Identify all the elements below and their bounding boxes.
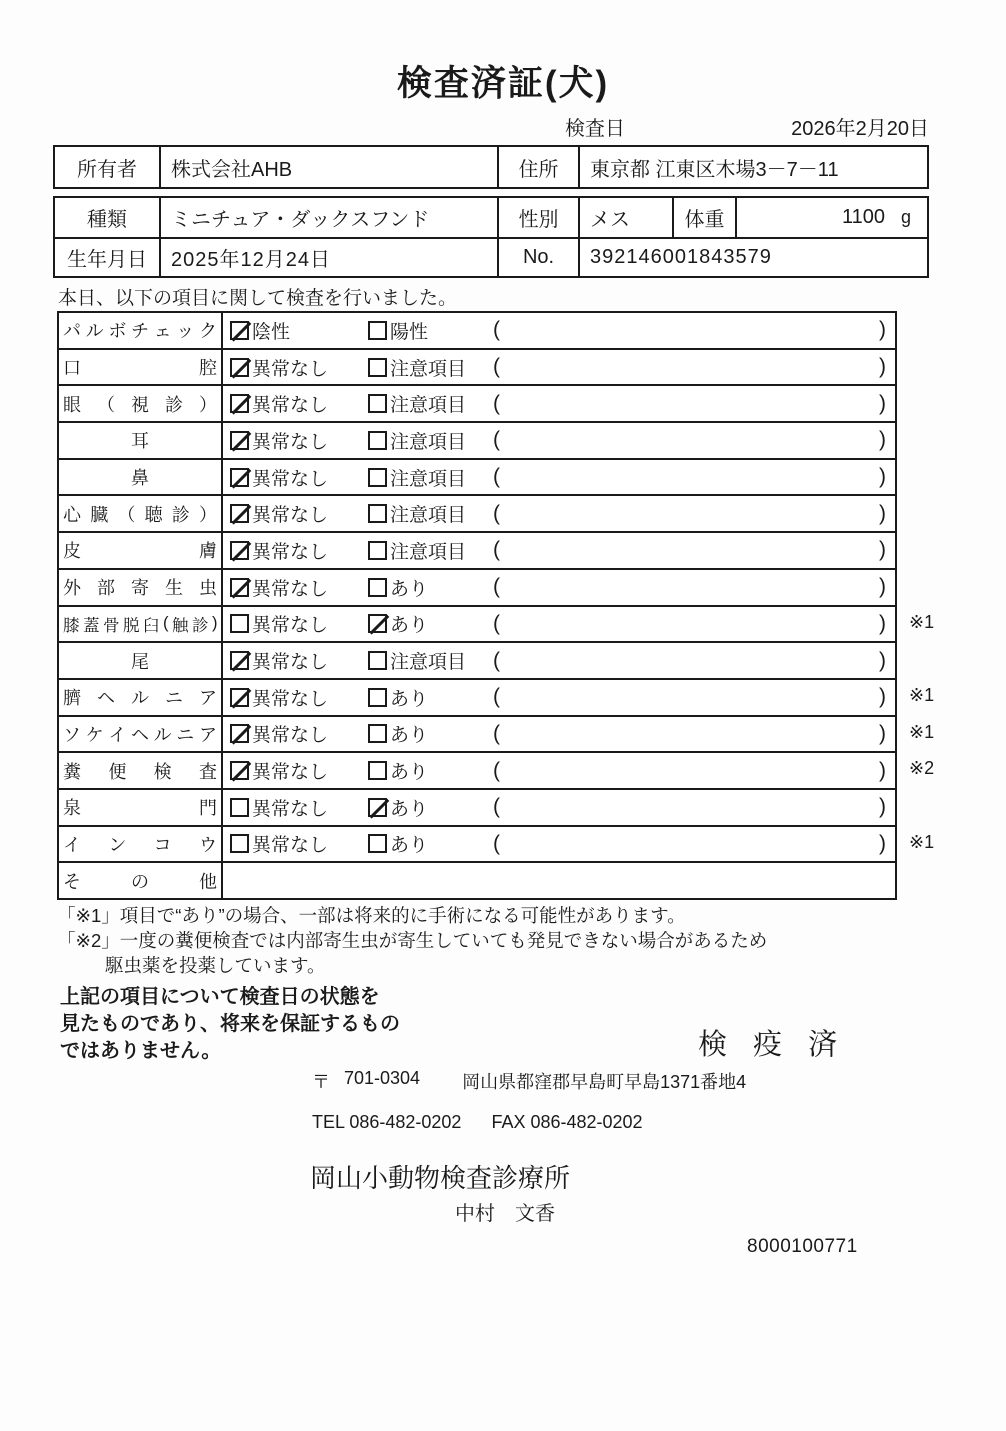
serial-number: 8000100771	[747, 1236, 858, 1257]
weight-value-cell	[735, 198, 927, 237]
checklist-option-label: あり	[390, 578, 429, 600]
checklist-option-label: 異常なし	[252, 468, 329, 490]
checkbox-checked-icon	[230, 394, 249, 413]
checklist-option	[368, 500, 493, 527]
checklist-row	[59, 861, 895, 898]
checklist-row	[59, 715, 935, 752]
remarks-paren-open: (	[493, 355, 500, 379]
checklist-item-label: 外 部 寄 生 虫	[59, 570, 223, 605]
remarks-paren-open: (	[493, 391, 500, 415]
checklist-item-label: 臍 ヘ ル ニ ア	[59, 680, 223, 715]
checkbox-unchecked-icon	[368, 504, 387, 523]
remarks-paren-open: (	[493, 318, 500, 342]
checklist-option-label: あり	[390, 835, 429, 857]
inspection-date-row	[57, 112, 929, 140]
checklist-option-label: 異常なし	[252, 652, 329, 674]
checklist-row-content	[223, 790, 895, 825]
footnote-marker: ※1	[909, 684, 935, 705]
checklist-option	[368, 574, 493, 601]
checkbox-checked-icon	[230, 468, 249, 487]
checklist-option	[230, 684, 368, 711]
disclaimer	[60, 984, 400, 1065]
checklist-row-content	[223, 423, 895, 458]
checkbox-checked-icon	[230, 358, 249, 377]
checklist-option-label: 異常なし	[252, 835, 329, 857]
checklist-item-label: 心 臓 （ 聴 診 ）	[59, 496, 223, 531]
checklist-option	[230, 464, 368, 491]
footnote-marker: ※1	[909, 721, 935, 742]
remarks-paren-open: (	[493, 465, 500, 489]
footnotes	[57, 903, 767, 978]
checklist-option-label: 異常なし	[252, 358, 329, 380]
checkbox-checked-icon	[230, 431, 249, 450]
checklist-item-label: イ ン コ ウ	[59, 827, 223, 862]
checklist-row-content	[223, 717, 895, 752]
checklist-option	[230, 720, 368, 747]
checklist-row-content	[223, 460, 895, 495]
checkbox-checked-icon	[230, 651, 249, 670]
owner-label: 所有者	[77, 158, 137, 181]
checkbox-unchecked-icon	[368, 541, 387, 560]
checklist-item-label: 鼻	[59, 460, 223, 495]
checkbox-checked-icon	[230, 578, 249, 597]
checkbox-unchecked-icon	[368, 724, 387, 743]
checklist-option	[230, 354, 368, 381]
checklist-option	[368, 464, 493, 491]
remarks-paren-close: )	[879, 465, 886, 489]
weight-value: 1100	[841, 206, 885, 228]
remarks-paren-open: (	[493, 538, 500, 562]
remarks-paren-close: )	[879, 611, 886, 635]
checklist-option-label: あり	[390, 615, 429, 637]
page-title: 検査済証(犬)	[396, 64, 610, 103]
checklist-option-label: 陰性	[252, 321, 291, 343]
footnote-marker: ※1	[909, 611, 935, 632]
postal-code: 701-0304	[344, 1068, 421, 1088]
animal-info-table	[53, 196, 929, 278]
checklist-item-label: パ ル ボ チ ェ ッ ク	[59, 313, 223, 348]
checklist-row-content	[223, 386, 895, 421]
checklist-option-label: 異常なし	[252, 541, 329, 563]
remarks-paren-open: (	[493, 795, 500, 819]
checkbox-unchecked-icon	[368, 468, 387, 487]
checklist-row-content	[223, 570, 895, 605]
clinic-tel: TEL 086-482-0202	[312, 1112, 462, 1132]
checklist-option-label: 異常なし	[252, 688, 329, 710]
checklist-row	[59, 458, 895, 495]
checklist-row-content	[223, 350, 895, 385]
checkbox-checked-icon	[230, 761, 249, 780]
remarks-paren-close: )	[879, 648, 886, 672]
remarks-paren-close: )	[879, 428, 886, 452]
checklist-option	[230, 647, 368, 674]
breed-value: ミニチュア・ダックスフンド	[159, 198, 497, 237]
checkbox-checked-icon	[368, 614, 387, 633]
remarks-paren-close: )	[879, 391, 886, 415]
checkbox-checked-icon	[230, 541, 249, 560]
remarks-paren-open: (	[493, 501, 500, 525]
checklist-row	[59, 384, 895, 421]
birthdate-label: 生年月日	[67, 249, 147, 271]
checklist-option-label: 注意項目	[390, 652, 467, 674]
remarks-paren-open: (	[493, 648, 500, 672]
remarks-paren-close: )	[879, 685, 886, 709]
checklist-row	[59, 788, 895, 825]
remarks-paren-close: )	[879, 538, 886, 562]
checklist-option-label: 注意項目	[390, 541, 467, 563]
checkbox-checked-icon	[368, 798, 387, 817]
checklist-row-content	[223, 496, 895, 531]
checklist-item-label: 泉 門	[59, 790, 223, 825]
checklist-option	[368, 684, 493, 711]
checklist-option	[368, 427, 493, 454]
checklist-row	[59, 494, 895, 531]
checklist-option-label: 異常なし	[252, 762, 329, 784]
remarks-paren-close: )	[879, 795, 886, 819]
address-value: 東京都 江東区木場3－7－11	[578, 147, 927, 187]
checkbox-checked-icon	[230, 724, 249, 743]
checkbox-unchecked-icon	[230, 798, 249, 817]
checklist-row	[59, 421, 895, 458]
checklist-option	[230, 610, 368, 637]
checklist-option	[368, 647, 493, 674]
checklist-option	[368, 830, 493, 857]
disclaimer-line-3: ではありません。	[60, 1040, 222, 1062]
inspection-date-value: 2026年2月20日	[791, 118, 929, 140]
no-value: 392146001843579	[578, 239, 927, 276]
remarks-paren-close: )	[879, 318, 886, 342]
disclaimer-line-1: 上記の項目について検査日の状態を	[60, 986, 380, 1008]
remarks-paren-open: (	[493, 758, 500, 782]
remarks-paren-close: )	[879, 501, 886, 525]
remarks-paren-open: (	[493, 685, 500, 709]
checklist-item-label: ソ ケ イ ヘ ル ニ ア	[59, 717, 223, 752]
checkbox-unchecked-icon	[368, 834, 387, 853]
checklist-row-content	[223, 753, 895, 788]
checklist-option-label: 異常なし	[252, 505, 329, 527]
remarks-paren-close: )	[879, 831, 886, 855]
checkbox-unchecked-icon	[230, 834, 249, 853]
no-label: No.	[497, 239, 578, 276]
checklist-row	[59, 751, 935, 788]
checklist-row-content	[223, 680, 895, 715]
checklist-row-content	[223, 607, 895, 642]
checkbox-unchecked-icon	[368, 688, 387, 707]
examiner-name: 中村 文香	[455, 1203, 555, 1225]
checkbox-unchecked-icon	[368, 431, 387, 450]
checkbox-unchecked-icon	[368, 578, 387, 597]
checklist-option-label: 異常なし	[252, 615, 329, 637]
checklist-row	[59, 825, 935, 862]
checklist-option-label: 異常なし	[252, 578, 329, 600]
footnote-marker: ※1	[909, 831, 935, 852]
remarks-paren-close: )	[879, 721, 886, 745]
quarantine-stamp: 検 疫 済	[698, 1029, 847, 1061]
checklist-option	[230, 390, 368, 417]
remarks-paren-open: (	[493, 575, 500, 599]
checklist-row	[59, 641, 895, 678]
breed-label: 種類	[87, 209, 127, 231]
checklist-item-label: 口 腔	[59, 350, 223, 385]
checklist-table	[57, 311, 935, 900]
checklist-option-label: 異常なし	[252, 395, 329, 417]
checklist-option	[368, 610, 493, 637]
checklist-option-label: 注意項目	[390, 431, 467, 453]
clinic-address: 岡山県都窪郡早島町早島1371番地4	[462, 1072, 747, 1092]
checklist-option-label: あり	[390, 762, 429, 784]
clinic-telfax-line	[312, 1112, 643, 1133]
remarks-paren-close: )	[879, 758, 886, 782]
checklist-item-label: 眼 （ 視 診 ）	[59, 386, 223, 421]
checklist-row-content	[223, 863, 895, 898]
checklist-row	[59, 348, 895, 385]
checklist-option-label: 注意項目	[390, 468, 467, 490]
checklist-option	[230, 500, 368, 527]
checklist-row	[59, 313, 895, 348]
checklist-option	[230, 830, 368, 857]
checklist-option-label: あり	[390, 798, 429, 820]
checklist-option	[368, 317, 493, 344]
checklist-option	[368, 390, 493, 417]
checklist-option-label: あり	[390, 688, 429, 710]
sex-value: メス	[578, 198, 672, 237]
checklist-option-label: 陽性	[390, 321, 429, 343]
checkbox-checked-icon	[230, 688, 249, 707]
clinic-fax: FAX 086-482-0202	[491, 1112, 643, 1132]
checklist-item-label: そ の 他	[59, 863, 223, 898]
checklist-option	[230, 537, 368, 564]
checkbox-unchecked-icon	[368, 394, 387, 413]
checklist-row-content	[223, 827, 895, 862]
checklist-option-label: 注意項目	[390, 395, 467, 417]
owner-value: 株式会社AHB	[159, 147, 497, 187]
owner-table	[53, 145, 929, 189]
checklist-option	[368, 794, 493, 821]
checklist-item-label: 糞 便 検 査	[59, 753, 223, 788]
checkbox-unchecked-icon	[230, 614, 249, 633]
checklist-item-label: 膝 蓋 骨 脱 臼 ( 触 診 )	[59, 607, 223, 642]
checklist-option	[368, 720, 493, 747]
clinic-postal-line	[312, 1068, 746, 1094]
weight-label: 体重	[672, 198, 735, 237]
checkbox-checked-icon	[230, 504, 249, 523]
checklist-row	[59, 531, 895, 568]
checklist-option	[230, 427, 368, 454]
sex-label: 性別	[497, 198, 578, 237]
checklist-option	[368, 757, 493, 784]
checklist-option	[230, 757, 368, 784]
footnote-marker: ※2	[909, 758, 935, 779]
checklist-row-content	[223, 643, 895, 678]
clinic-name: 岡山小動物検査診療所	[310, 1163, 571, 1193]
checklist-option	[230, 794, 368, 821]
remarks-paren-open: (	[493, 721, 500, 745]
checklist-row	[59, 568, 895, 605]
checkbox-unchecked-icon	[368, 651, 387, 670]
footnote-1: 「※1」項目で“あり”の場合、一部は将来的に手術になる可能性があります。	[57, 905, 686, 926]
checklist-item-label: 耳	[59, 423, 223, 458]
checklist-option	[230, 317, 368, 344]
weight-unit: g	[900, 207, 911, 227]
birthdate-value: 2025年12月24日	[159, 239, 497, 276]
inspection-date-label: 検査日	[565, 118, 625, 140]
checklist-option-label: あり	[390, 725, 429, 747]
checklist-option	[368, 537, 493, 564]
checkbox-checked-icon	[230, 321, 249, 340]
checklist-option	[230, 574, 368, 601]
postal-mark-icon: 〒	[312, 1072, 330, 1092]
checklist-row	[59, 605, 935, 642]
remarks-paren-open: (	[493, 611, 500, 635]
checkbox-unchecked-icon	[368, 761, 387, 780]
footnote-2-continued: 駆虫薬を投薬しています。	[105, 955, 326, 976]
checklist-row	[59, 678, 935, 715]
remarks-paren-open: (	[493, 428, 500, 452]
checklist-option-label: 異常なし	[252, 725, 329, 747]
checklist-option-label: 注意項目	[390, 505, 467, 527]
checklist-item-label: 尾	[59, 643, 223, 678]
address-label: 住所	[497, 147, 578, 187]
footnote-2: 「※2」一度の糞便検査では内部寄生虫が寄生していても発見できない場合があるため	[57, 930, 768, 951]
checklist-item-label: 皮 膚	[59, 533, 223, 568]
checkbox-unchecked-icon	[368, 321, 387, 340]
disclaimer-line-2: 見たものであり、将来を保証するもの	[60, 1013, 400, 1035]
checklist-row-content	[223, 533, 895, 568]
checklist-option-label: 注意項目	[390, 358, 467, 380]
checkbox-unchecked-icon	[368, 358, 387, 377]
checklist-option-label: 異常なし	[252, 431, 329, 453]
remarks-paren-open: (	[493, 831, 500, 855]
intro-text: 本日、以下の項目に関して検査を行いました。	[58, 288, 458, 309]
remarks-paren-close: )	[879, 355, 886, 379]
checklist-option-label: 異常なし	[252, 798, 329, 820]
checklist-row-content	[223, 313, 895, 348]
remarks-paren-close: )	[879, 575, 886, 599]
checklist-option	[368, 354, 493, 381]
